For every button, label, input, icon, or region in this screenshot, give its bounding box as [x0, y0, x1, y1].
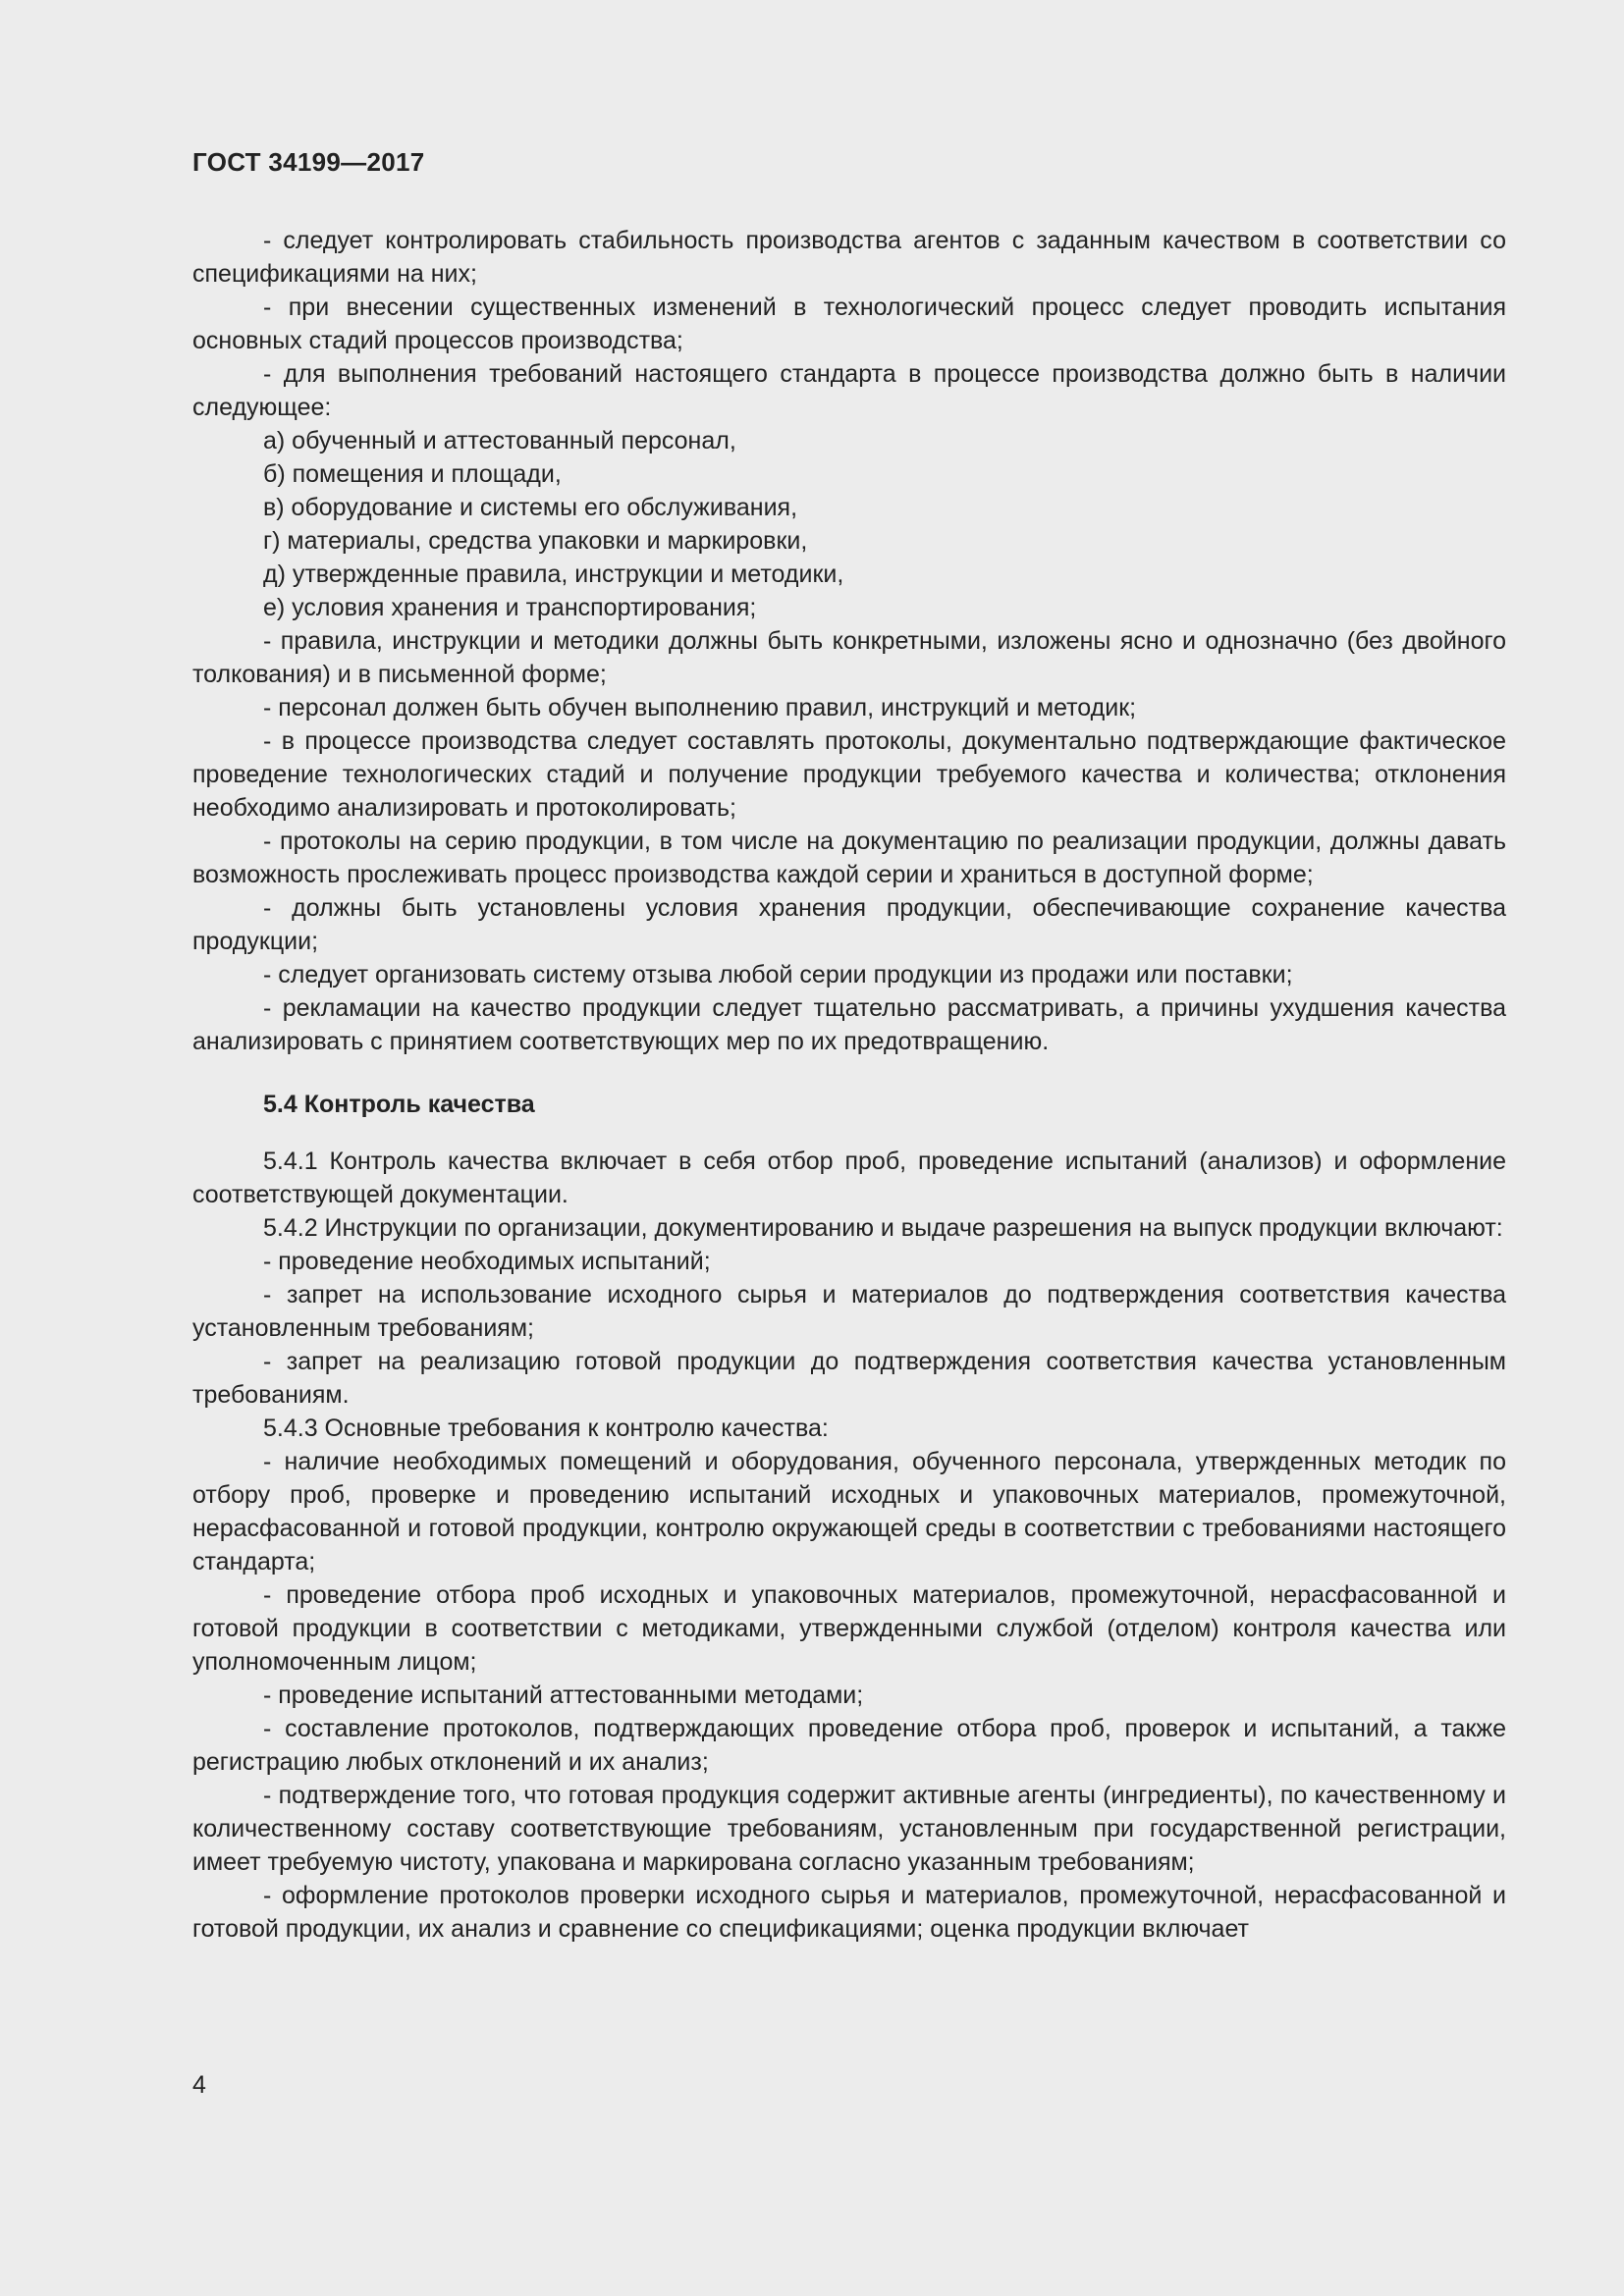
paragraph: - подтверждение того, что готовая продукция содержит активные агенты (ингредиенты), по качественному и количественному составу соответствующие требованиям, установленным при государственной регистрации, имеет требуемую чистоту, упакована и маркирована согласно указанным требованиям; — [192, 1782, 1506, 1876]
paragraph: - запрет на реализацию готовой продукции до подтверждения соответствия качества установленным требованиям. — [192, 1348, 1506, 1409]
paragraph: - при внесении существенных изменений в технологический процесс следует проводить испытания основных стадий процессов производства; — [192, 294, 1506, 354]
paragraph: - следует организовать систему отзыва любой серии продукции из продажи или поставки; — [263, 961, 1293, 988]
paragraph: 5.4.2 Инструкции по организации, документированию и выдаче разрешения на выпуск продукции включают: — [263, 1214, 1503, 1242]
paragraph: - персонал должен быть обучен выполнению правил, инструкций и методик; — [263, 694, 1137, 721]
paragraph: - должны быть установлены условия хранения продукции, обеспечивающие сохранение качества продукции; — [192, 894, 1506, 955]
paragraph: - проведение отбора проб исходных и упаковочных материалов, промежуточной, нерасфасованной и готовой продукции в соответствии с методиками, утвержденными службой (отделом) контроля качества или уполномоченным лицом; — [192, 1581, 1506, 1676]
paragraph: - в процессе производства следует составлять протоколы, документально подтверждающие фактическое проведение технологических стадий и получение продукции требуемого качества и количества; отклонения необходимо анализировать и протоколировать; — [192, 727, 1506, 822]
list-item: б) помещения и площади, — [263, 460, 562, 488]
paragraph: - проведение испытаний аттестованными методами; — [263, 1682, 864, 1709]
page-number: 4 — [192, 2071, 206, 2099]
list-item: а) обученный и аттестованный персонал, — [263, 427, 736, 454]
list-item: г) материалы, средства упаковки и маркировки, — [263, 527, 808, 555]
paragraph: - оформление протоколов проверки исходного сырья и материалов, промежуточной, нерасфасованной и готовой продукции, их анализ и сравнение со спецификациями; оценка продукции включает — [192, 1882, 1506, 1943]
paragraph: - составление протоколов, подтверждающих проведение отбора проб, проверок и испытаний, а также регистрацию любых отклонений и их анализ; — [192, 1715, 1506, 1776]
paragraph: - протоколы на серию продукции, в том числе на документацию по реализации продукции, должны давать возможность прослеживать процесс производства каждой серии и храниться в доступной форме; — [192, 828, 1506, 888]
document-body — [192, 224, 1506, 1946]
document-header: ГОСТ 34199—2017 — [192, 147, 425, 177]
paragraph: - для выполнения требований настоящего стандарта в процессе производства должно быть в наличии следующее: — [192, 360, 1506, 421]
list-item: е) условия хранения и транспортирования; — [263, 594, 757, 621]
paragraph: - проведение необходимых испытаний; — [263, 1248, 711, 1275]
paragraph: 5.4.3 Основные требования к контролю качества: — [263, 1415, 829, 1442]
paragraph: 5.4.1 Контроль качества включает в себя отбор проб, проведение испытаний (анализов) и оформление соответствующей документации. — [192, 1148, 1506, 1208]
paragraph: - наличие необходимых помещений и оборудования, обученного персонала, утвержденных методик по отбору проб, проверке и проведению испытаний исходных и упаковочных материалов, промежуточной, нерасфасованной и готовой продукции, контролю окружающей среды в соответствии с требованиями настоящего стандарта; — [192, 1448, 1506, 1575]
paragraph: - следует контролировать стабильность производства агентов с заданным качеством в соответствии со спецификациями на них; — [192, 227, 1506, 288]
list-item: в) оборудование и системы его обслуживания, — [263, 494, 798, 521]
list-item: д) утвержденные правила, инструкции и методики, — [263, 561, 844, 588]
section-heading: 5.4 Контроль качества — [263, 1091, 535, 1118]
paragraph: - правила, инструкции и методики должны быть конкретными, изложены ясно и однозначно (без двойного толкования) и в письменной форме; — [192, 627, 1506, 688]
paragraph: - запрет на использование исходного сырья и материалов до подтверждения соответствия качества установленным требованиям; — [192, 1281, 1506, 1342]
paragraph: - рекламации на качество продукции следует тщательно рассматривать, а причины ухудшения качества анализировать с принятием соответствующих мер по их предотвращению. — [192, 994, 1506, 1055]
